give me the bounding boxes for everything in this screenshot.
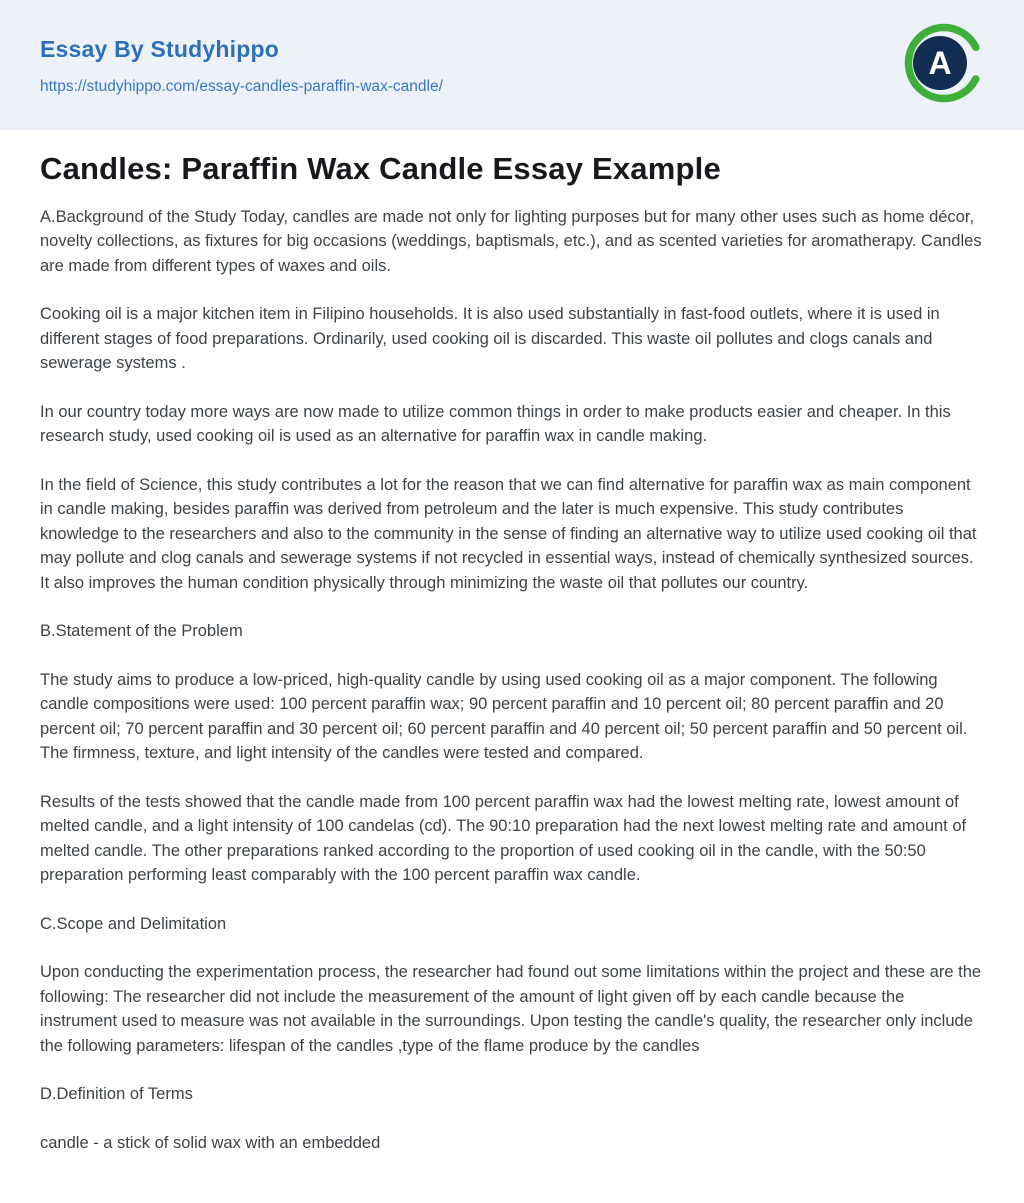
essay-paragraph: The study aims to produce a low-priced, high-quality candle by using used cooking oil as a major component. The following candle compositions were used: 100 percent paraffin wax; 90 percent paraffin and 10 percent oil; 80 percent paraffin and 20 percent oil; 70 percent paraffin and 30 percent oil; 60 percent paraffin and 40 percent oil; 50 percent paraffin and 50 percent oil. The firmness, texture, and light intensity of the candles were tested and compared. (40, 670, 968, 763)
essay-article (0, 130, 1024, 1195)
essay-paragraph: Upon conducting the experimentation process, the researcher had found out some limitations within the project and these are the following: The researcher did not include the measurement of the amount of light given off by each candle because the instrument used to measure was not available in the surroundings. Upon testing the candle's quality, the researcher only include the following parameters: lifespan of the candles ,type of the flame produce by the candles (40, 963, 982, 1055)
page-header (0, 0, 1024, 130)
essay-section-heading: D.Definition of Terms (40, 1085, 193, 1104)
studyhippo-logo-icon (904, 23, 984, 103)
essay-paragraph: Results of the tests showed that the candle made from 100 percent paraffin wax had the lowest melting rate, lowest amount of melted candle, and a light intensity of 100 candelas (cd). The 90:10 preparation had the next lowest melting rate and amount of melted candle. The other preparations ranked according to the proportion of used cooking oil in the candle, with the 50:50 preparation performing least comparably with the 100 percent paraffin wax candle. (40, 792, 967, 885)
page-title: Candles: Paraffin Wax Candle Essay Example (40, 151, 721, 186)
source-url-link[interactable]: https://studyhippo.com/essay-candles-paraffin-wax-candle/ (40, 78, 443, 95)
essay-section-heading: C.Scope and Delimitation (40, 914, 227, 933)
essay-paragraph: candle - a stick of solid wax with an embedded (40, 1133, 381, 1152)
essay-paragraph: Cooking oil is a major kitchen item in Filipino households. It is also used substantially in fast-food outlets, where it is used in different stages of food preparations. Ordinarily, used cooking oil is discarded. This waste oil pollutes and clogs canals and sewerage systems . (40, 305, 940, 373)
essay-paragraph: In the field of Science, this study contributes a lot for the reason that we can find alternative for paraffin wax as main component in candle making, besides paraffin was derived from petroleum and the later is much expensive. This study contributes knowledge to the researchers and also to the community in the sense of finding an alternative way to utilize used cooking oil that may pollute and clog canals and sewerage systems if not recycled in essential ways, instead of chemically synthesized sources. It also improves the human condition physically through minimizing the waste oil that pollutes our country. (40, 475, 977, 592)
logo-letter: A (928, 45, 952, 81)
essay-paragraph: A.Background of the Study Today, candles are made not only for lighting purposes but for many other uses such as home décor, novelty collections, as fixtures for big occasions (weddings, baptismals, etc.), and as scented varieties for aromatherapy. Candles are made from different types of waxes and oils. (40, 207, 982, 275)
essay-section-heading: B.Statement of the Problem (40, 622, 243, 641)
essay-paragraph: In our country today more ways are now made to utilize common things in order to make products easier and cheaper. In this research study, used cooking oil is used as an alternative for paraffin wax in candle making. (40, 402, 951, 446)
site-title: Essay By Studyhippo (40, 36, 279, 62)
